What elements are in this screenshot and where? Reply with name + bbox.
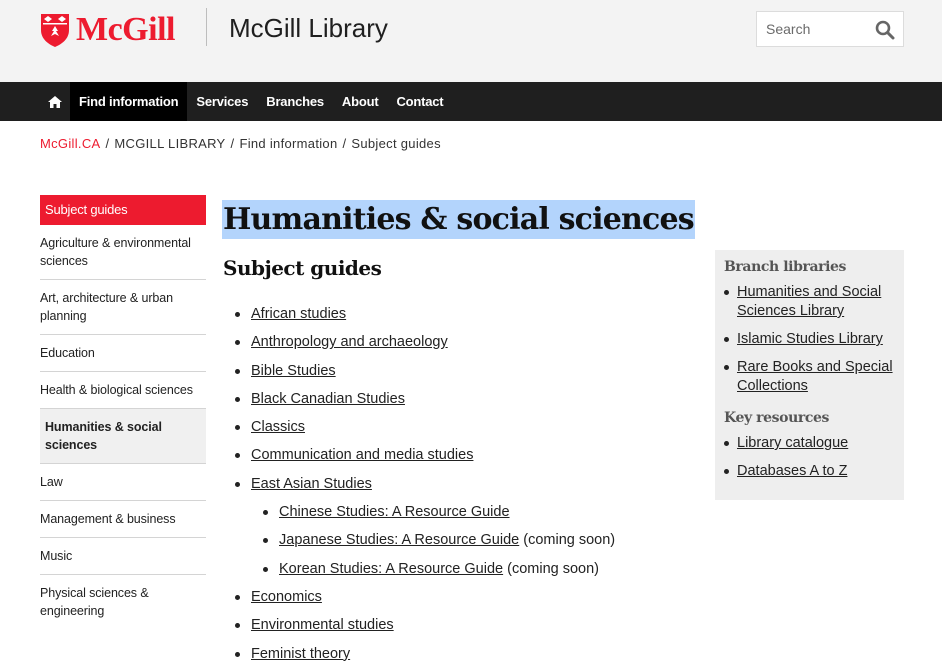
sidebar-item-education[interactable]: Education: [40, 335, 206, 372]
list-item: [724, 358, 895, 396]
breadcrumb-separator: /: [230, 136, 235, 151]
link-islamic-studies-library[interactable]: Islamic Studies Library: [737, 331, 883, 347]
guide-link-black-canadian-studies[interactable]: Black Canadian Studies: [251, 390, 405, 407]
list-item: [223, 415, 615, 443]
mcgill-shield-icon: [40, 12, 70, 48]
search-button[interactable]: [875, 20, 895, 40]
guide-link-japanese-studies[interactable]: Japanese Studies: A Resource Guide: [279, 532, 520, 549]
list-item: [223, 528, 615, 556]
coming-soon-note: (coming soon): [523, 532, 616, 549]
site-header: [0, 0, 942, 82]
home-icon: [48, 96, 62, 108]
search-input[interactable]: [757, 14, 865, 44]
key-resources-heading: Key resources: [724, 410, 829, 426]
sidebar-item-music[interactable]: Music: [40, 538, 206, 575]
list-item: [724, 330, 895, 349]
search-icon: [875, 20, 895, 40]
guide-link-classics[interactable]: Classics: [251, 419, 305, 436]
guide-link-east-asian-studies[interactable]: East Asian Studies: [251, 475, 372, 492]
link-humanities-social-sciences-library[interactable]: Humanities and Social Sciences Library: [737, 284, 882, 319]
nav-about[interactable]: About: [341, 94, 379, 109]
list-item: [223, 359, 615, 387]
branch-libraries-heading: Branch libraries: [724, 259, 846, 275]
breadcrumb-find-information[interactable]: Find information: [239, 136, 338, 151]
list-item: [223, 302, 615, 330]
mcgill-logo[interactable]: [40, 10, 175, 50]
key-resources-list: [724, 434, 895, 481]
page-title: [222, 202, 695, 237]
subject-guides-list: [223, 302, 615, 670]
link-rare-books[interactable]: Rare Books and Special Collections: [737, 359, 893, 394]
sidebar: [40, 195, 206, 630]
sidebar-item-management[interactable]: Management & business: [40, 501, 206, 538]
sidebar-item-art-architecture[interactable]: Art, architecture & urban planning: [40, 280, 206, 335]
sidebar-item-agriculture[interactable]: Agriculture & environmental sciences: [40, 225, 206, 280]
guide-link-anthropology[interactable]: Anthropology and archaeology: [251, 334, 448, 351]
nav-find-information[interactable]: Find information: [70, 82, 187, 121]
guide-link-bible-studies[interactable]: Bible Studies: [251, 362, 336, 379]
list-item: [223, 387, 615, 415]
list-item: [724, 434, 895, 453]
breadcrumb-current: Subject guides: [351, 136, 441, 151]
guide-link-african-studies[interactable]: African studies: [251, 306, 347, 322]
list-item: [724, 462, 895, 481]
breadcrumb-separator: /: [342, 136, 347, 151]
nav-contact[interactable]: Contact: [396, 94, 444, 109]
list-item: [223, 557, 615, 585]
guide-link-feminist-theory[interactable]: Feminist theory: [251, 645, 351, 662]
link-databases-a-to-z[interactable]: Databases A to Z: [737, 463, 848, 479]
guide-link-economics[interactable]: Economics: [251, 588, 322, 605]
list-item: [223, 443, 615, 471]
nav-services[interactable]: Services: [196, 94, 249, 109]
breadcrumb-separator: /: [105, 136, 110, 151]
guide-link-communication[interactable]: Communication and media studies: [251, 447, 474, 464]
sidebar-item-physical-sciences[interactable]: Physical sciences & engineering: [40, 586, 149, 618]
site-title[interactable]: McGill Library: [229, 13, 388, 43]
sidebar-item-law[interactable]: Law: [40, 464, 206, 501]
related-links-box: [715, 250, 904, 500]
list-item: [223, 330, 615, 358]
list-item: [724, 283, 895, 321]
coming-soon-note: (coming soon): [507, 560, 599, 577]
main-nav: [0, 82, 942, 121]
breadcrumb: [40, 136, 441, 151]
link-library-catalogue[interactable]: Library catalogue: [737, 435, 849, 451]
guide-link-environmental-studies[interactable]: Environmental studies: [251, 617, 394, 634]
branch-libraries-list: [724, 283, 895, 396]
list-item: [223, 642, 615, 670]
nav-home[interactable]: [40, 82, 70, 121]
section-title: Subject guides: [223, 256, 382, 280]
sidebar-header[interactable]: Subject guides: [40, 195, 206, 225]
nav-branches[interactable]: Branches: [266, 94, 324, 109]
guide-link-korean-studies[interactable]: Korean Studies: A Resource Guide: [279, 560, 504, 577]
logo-wordmark: McGill: [76, 11, 175, 48]
list-item: [223, 613, 615, 641]
search-box: [756, 11, 904, 47]
list-item: [223, 472, 615, 500]
list-item: [223, 500, 615, 528]
sidebar-item-humanities[interactable]: Humanities & social sciences: [40, 409, 206, 464]
sidebar-item-health[interactable]: Health & biological sciences: [40, 372, 206, 409]
list-item: [223, 585, 615, 613]
page-title-text: Humanities & social sciences: [223, 202, 694, 237]
breadcrumb-mcgill[interactable]: McGill.CA: [40, 136, 101, 151]
header-divider: [206, 8, 207, 46]
breadcrumb-library[interactable]: MCGILL LIBRARY: [114, 136, 226, 151]
guide-link-chinese-studies[interactable]: Chinese Studies: A Resource Guide: [279, 504, 510, 521]
